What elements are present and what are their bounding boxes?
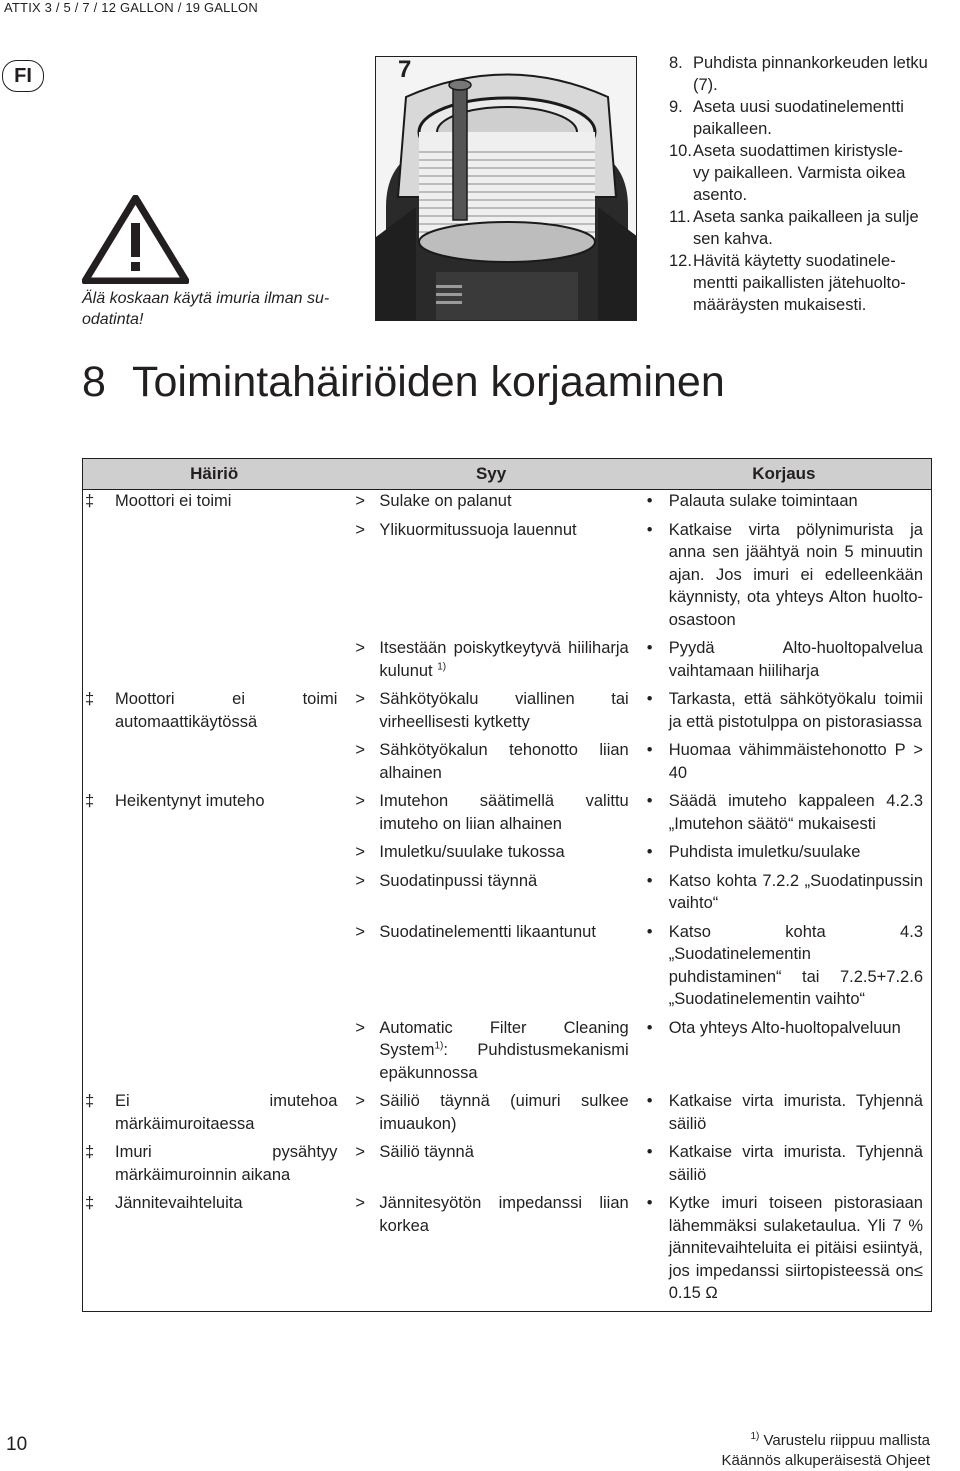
remedy-cell: [637, 1090, 932, 1141]
remedy-label: Katkaise virta imurista. Tyhjennä säiliö: [668, 1143, 923, 1184]
cause-label: Imuletku/suulake tukossa: [379, 843, 565, 861]
step-text: [693, 52, 959, 96]
header-remedy: Korjaus: [637, 459, 932, 490]
remedy-cell-marker: •: [646, 1194, 653, 1212]
step-number: 10.: [669, 142, 692, 160]
step-item: [669, 96, 959, 140]
cause-cell-text: [379, 739, 636, 784]
cause-cell-text: [379, 1090, 636, 1135]
remedy-label: Tarkasta, että sähkötyökalu toimii ja että pistotulppa on pistorasiassa: [668, 690, 923, 731]
cause-cell: [345, 1192, 636, 1311]
fault-cell: [83, 739, 346, 790]
cause-label: Itsestään poiskytkeytyvä hiiliharja kulunut: [379, 639, 629, 680]
cause-label: Säiliö täynnä (uimuri sulkee imuaukon): [379, 1092, 629, 1133]
fault-cell-marker: ‡: [85, 1143, 95, 1161]
remedy-label: Pyydä Alto-huoltopalvelua vaihtamaan hiiliharja: [668, 639, 923, 680]
step-line: Aseta uusi suodatinelementti: [693, 98, 904, 116]
table-row: [83, 739, 932, 790]
fault-cell: [83, 921, 346, 1017]
remedy-label: Ota yhteys Alto-huoltopalveluun: [668, 1018, 901, 1037]
fault-cell: [83, 841, 346, 870]
cause-cell-marker: >: [355, 843, 366, 861]
cause-cell-marker: >: [355, 492, 366, 510]
remedy-cell: [637, 519, 932, 638]
remedy-cell-text: [669, 870, 931, 915]
remedy-cell-marker: •: [646, 492, 653, 510]
remedy-cell: [637, 490, 932, 519]
fault-cell-text: [115, 688, 345, 733]
warning-triangle-icon: [82, 195, 189, 284]
cause-cell-text: [379, 637, 636, 682]
remedy-cell: [637, 637, 932, 688]
header-cause: Syy: [345, 459, 636, 490]
fault-cell-text: [115, 1090, 345, 1135]
remedy-cell-marker: •: [646, 1092, 653, 1110]
step-item: [669, 250, 959, 316]
cause-cell: [345, 790, 636, 841]
footnote-marker: 1): [750, 1431, 760, 1442]
cause-cell: [345, 688, 636, 739]
fault-cell-text: [115, 790, 345, 813]
cause-footnote-ref: 1): [434, 1040, 444, 1052]
page-number: 10: [6, 1434, 28, 1455]
fault-cell-marker: ‡: [85, 492, 95, 510]
cause-label: Suodatinpussi täynnä: [379, 871, 538, 890]
fault-cell-text: [115, 490, 345, 513]
cause-cell-marker: >: [355, 1143, 366, 1161]
fault-cell-marker: ‡: [85, 1092, 95, 1110]
step-text: [693, 96, 959, 140]
table-header-row: [83, 459, 932, 490]
fault-cell: [83, 1017, 346, 1091]
fault-label: Moottori ei toimi: [115, 492, 232, 510]
cause-cell: [345, 1141, 636, 1192]
step-line: (7).: [693, 76, 718, 94]
step-line: asento.: [693, 186, 748, 204]
remedy-cell-text: [669, 688, 931, 733]
remedy-cell-marker: •: [646, 843, 653, 861]
fault-cell: [83, 1192, 346, 1311]
cause-cell-text: [379, 841, 636, 864]
section-title-text: Toimintahäiriöiden korjaaminen: [132, 358, 725, 406]
remedy-cell-marker: •: [646, 922, 653, 941]
fault-cell-marker: ‡: [85, 1194, 95, 1212]
remedy-cell-text: [669, 1090, 931, 1135]
remedy-label: Puhdista imuletku/suulake: [668, 843, 861, 861]
cause-label: Jännitesyötön impedanssi liian korkea: [379, 1194, 629, 1235]
remedy-cell-marker: •: [646, 639, 653, 657]
step-number: 12.: [669, 252, 692, 270]
remedy-cell-marker: •: [646, 741, 653, 759]
remedy-label: Huomaa vähimmäistehonotto P > 40: [668, 741, 923, 782]
cause-label: Sähkötyökalu viallinen tai virheellisesti kytketty: [379, 690, 629, 731]
cause-cell-marker: >: [355, 741, 366, 759]
remedy-cell: [637, 1192, 932, 1311]
fault-cell-text: [115, 1192, 345, 1215]
cause-cell-text: [379, 790, 636, 835]
figure-number: 7: [398, 56, 412, 83]
remedy-cell-text: [669, 841, 931, 864]
cause-cell-marker: >: [355, 520, 366, 539]
remedy-cell: [637, 870, 932, 921]
table-row: [83, 1017, 932, 1091]
table-row: [83, 1141, 932, 1192]
cause-cell: [345, 870, 636, 921]
cause-label: Säiliö täynnä: [379, 1143, 474, 1161]
remedy-cell-text: [669, 1141, 931, 1186]
remedy-cell-marker: •: [646, 520, 653, 539]
table-row: [83, 490, 932, 519]
step-number: 9.: [669, 98, 683, 116]
cause-cell-marker: >: [355, 1018, 366, 1037]
cause-cell-text: [379, 1192, 636, 1237]
cause-cell-marker: >: [355, 690, 366, 708]
remedy-cell: [637, 1141, 932, 1192]
step-line: Hävitä käytetty suodatinele-: [693, 252, 896, 270]
cause-cell-text: [379, 870, 636, 893]
footnote: [722, 1431, 930, 1471]
remedy-cell-text: [669, 921, 931, 1011]
remedy-cell-text: [669, 637, 931, 682]
cause-cell-text: [379, 490, 636, 513]
language-badge: FI: [2, 60, 44, 92]
step-line: sen kahva.: [693, 230, 773, 248]
cause-cell: [345, 1017, 636, 1091]
fault-cell: [83, 790, 346, 841]
vacuum-filter-illustration: [375, 56, 637, 321]
remedy-cell: [637, 739, 932, 790]
step-line: määräysten mukaisesti.: [693, 296, 867, 314]
remedy-cell-text: [669, 1192, 931, 1305]
fault-cell: [83, 688, 346, 739]
cause-cell: [345, 921, 636, 1017]
step-item: [669, 206, 959, 250]
cause-cell-marker: >: [355, 922, 366, 941]
cause-cell: [345, 841, 636, 870]
step-line: Aseta suodattimen kiristysle-: [693, 142, 903, 160]
remedy-cell-marker: •: [646, 871, 653, 890]
fault-cell: [83, 519, 346, 638]
cause-cell: [345, 637, 636, 688]
cause-cell: [345, 739, 636, 790]
fault-cell: [83, 637, 346, 688]
cause-cell-text: [379, 519, 636, 542]
cause-cell: [345, 490, 636, 519]
cause-cell-text: [379, 921, 636, 944]
header-fault: Häiriö: [83, 459, 346, 490]
cause-cell-text: [379, 1017, 636, 1085]
table-row: [83, 688, 932, 739]
cause-cell: [345, 519, 636, 638]
step-text: [693, 206, 959, 250]
step-item: [669, 140, 959, 206]
step-number: 11.: [669, 208, 691, 226]
table-row: [83, 870, 932, 921]
fault-cell-marker: ‡: [85, 690, 95, 708]
fault-cell-marker: ‡: [85, 792, 95, 810]
step-text: [693, 250, 959, 316]
cause-label-pre: Automatic Filter Cleaning System: [379, 1018, 629, 1059]
section-number: 8: [82, 358, 106, 406]
fault-label: Ei imutehoa märkäimuroitaessa: [115, 1092, 338, 1133]
cause-cell: [345, 1090, 636, 1141]
cause-cell-marker: >: [355, 639, 366, 657]
step-number: 8.: [669, 54, 683, 72]
remedy-cell-text: [669, 739, 931, 784]
remedy-label: Katso kohta 7.2.2 „Suodatinpussin vaihto“: [668, 871, 923, 912]
table-row: [83, 790, 932, 841]
fault-label: Moottori ei toimi automaattikäytössä: [115, 690, 338, 731]
fault-label: Imuri pysähtyy märkäimuroinnin aikana: [115, 1143, 338, 1184]
cause-footnote-ref: 1): [437, 661, 447, 672]
fault-label: Jännitevaihteluita: [115, 1194, 243, 1212]
remedy-label: Katkaise virta imurista. Tyhjennä säiliö: [668, 1092, 923, 1133]
step-item: [669, 52, 959, 96]
table-row: [83, 637, 932, 688]
cause-cell-text: [379, 1141, 636, 1164]
step-line: Puhdista pinnankorkeuden letku: [693, 54, 928, 72]
table-row: [83, 1192, 932, 1311]
fault-cell: [83, 1090, 346, 1141]
footnote-text: Varustelu riippuu mallista: [763, 1432, 930, 1449]
step-line: vy paikalleen. Varmista oikea: [693, 164, 906, 182]
remedy-cell: [637, 921, 932, 1017]
remedy-cell: [637, 1017, 932, 1091]
remedy-cell-text: [669, 1017, 931, 1040]
document-header: ATTIX 3 / 5 / 7 / 12 GALLON / 19 GALLON: [4, 0, 258, 15]
cause-cell-marker: >: [355, 792, 366, 810]
cause-cell-marker: >: [355, 1194, 366, 1212]
remedy-cell-text: [669, 519, 931, 632]
fault-label: Heikentynyt imuteho: [115, 792, 265, 810]
cause-cell-text: [379, 688, 636, 733]
remedy-cell: [637, 790, 932, 841]
cause-label: Sulake on palanut: [379, 492, 512, 510]
table-row: [83, 921, 932, 1017]
remedy-cell: [637, 841, 932, 870]
remedy-cell: [637, 688, 932, 739]
remedy-cell-marker: •: [646, 792, 653, 810]
cause-cell-marker: >: [355, 1092, 366, 1110]
remedy-cell-text: [669, 790, 931, 835]
remedy-cell-marker: •: [646, 1018, 653, 1037]
cause-cell-marker: >: [355, 871, 366, 890]
remedy-label: Säädä imuteho kappaleen 4.2.3 „Imutehon säätö“ mukaisesti: [668, 792, 923, 833]
remedy-label: Katkaise virta pölynimurista ja anna sen jäähtyä noin 5 minuutin ajan. Jos imuri ei edelleenkään käynnisty, ota yhteys Alton huolto-osastoon: [668, 520, 923, 629]
fault-cell: [83, 870, 346, 921]
step-line: mentti paikallisten jätehuolto-: [693, 274, 906, 292]
remedy-cell-text: [669, 490, 931, 513]
step-line: paikalleen.: [693, 120, 772, 138]
section-title: [82, 358, 725, 407]
cause-label: : Puhdistusmekanismi epäkunnossa: [379, 1041, 629, 1082]
translation-note: Käännös alkuperäisestä Ohjeet: [721, 1452, 930, 1469]
cause-label: Ylikuormitussuoja lauennut: [379, 520, 577, 539]
remedy-label: Kytke imuri toiseen pistorasiaan lähemmäksi sulaketaulua. Yli 7 % jännitevaihteluita ei pitäisi esiintyä, jos impedanssi siirtopisteessä on≤ 0.15 Ω: [668, 1194, 923, 1302]
filter-photo-icon: [376, 57, 637, 321]
step-line: Aseta sanka paikalleen ja sulje: [693, 208, 919, 226]
remedy-cell-marker: •: [646, 690, 653, 708]
fault-cell: [83, 1141, 346, 1192]
warning-text: Älä koskaan käytä imuria ilman su- odatinta!: [82, 290, 330, 328]
cause-label: Suodatinelementti likaantunut: [379, 922, 596, 941]
table-row: [83, 519, 932, 638]
remedy-label: Katso kohta 4.3 „Suodatinelementin puhdistaminen“ tai 7.2.5+7.2.6 „Suodatinelementin vaihto“: [668, 922, 923, 1008]
remedy-label: Palauta sulake toimintaan: [668, 492, 858, 510]
remedy-cell-marker: •: [646, 1143, 653, 1161]
fault-cell-text: [115, 1141, 345, 1186]
troubleshooting-table: [82, 458, 932, 1312]
cause-label: Sähkötyökalun tehonotto liian alhainen: [379, 741, 629, 782]
fault-cell: [83, 490, 346, 519]
cause-label: Imutehon säätimellä valittu imuteho on liian alhainen: [379, 792, 629, 833]
step-text: [693, 140, 959, 206]
table-row: [83, 841, 932, 870]
steps-list: [669, 52, 959, 316]
table-row: [83, 1090, 932, 1141]
